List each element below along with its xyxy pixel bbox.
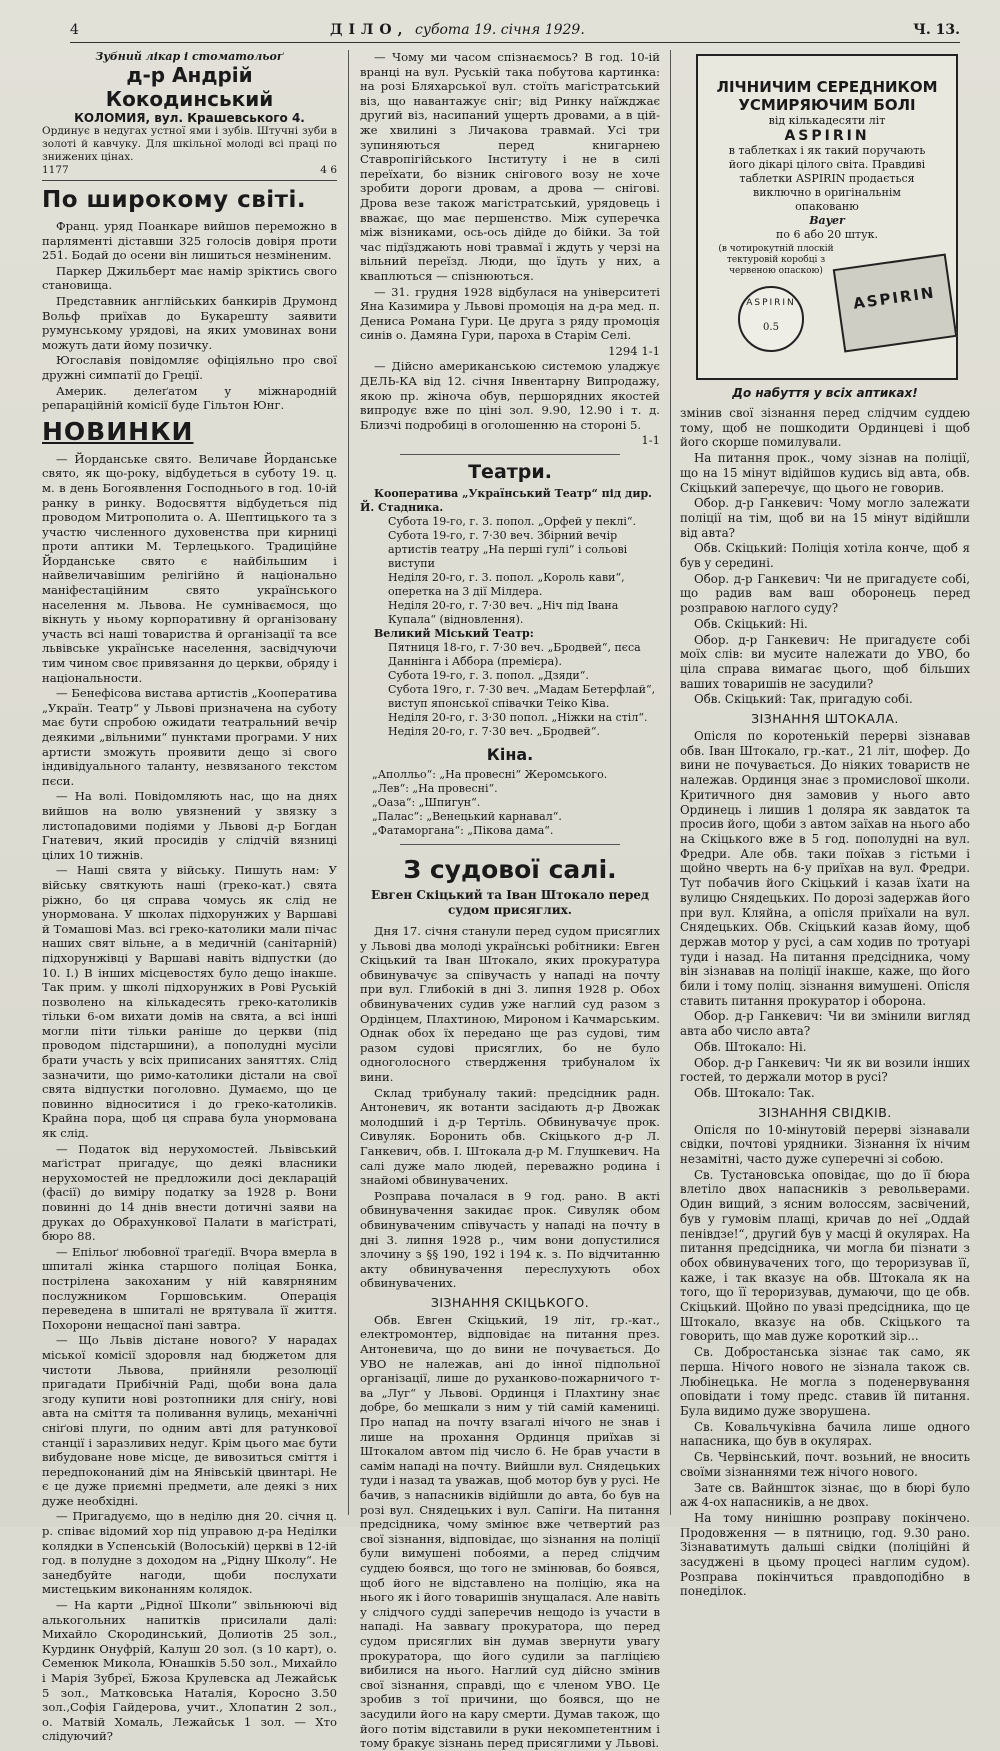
world-paragraph: Югославія повідомляє офіціяльно про свої дружні симпатії до Греції. xyxy=(42,353,337,382)
ad-dentist-body: Ординує в недугах устної ями і зубів. Штучні зуби в золоті й кавчуку. Для шкільної молоді всі праці по знижених цінах. xyxy=(42,125,337,163)
section-divider xyxy=(400,844,620,845)
theatre-line: Неділя 20-го, г. 7·30 веч. „Ніч під Івана Купала“ (відновлення). xyxy=(388,599,619,627)
theatre-line: Субота 19-го, г. 3. попол. „Дзяди“. xyxy=(388,669,589,683)
witnesses-testimony-heading: ЗІЗНАННЯ СВІДКІВ. xyxy=(758,1104,892,1120)
court-paragraph: Св. Добростанська зізнає так само, як перша. Нічого нового не зізнала також св. Любінецька. Не могла з поденервування оповідати і тому предс. ставив їй питання. Була видимо дуже зворушена. xyxy=(680,1345,970,1418)
aspirin-title-2: УСМИРЯЮЧИМ БОЛІ xyxy=(738,96,916,114)
theatre-line: Субота 19го, г. 7·30 веч. „Мадам Бетерфлай“, виступ японської співачки Теіко Ківа. xyxy=(388,683,656,711)
world-headline: По широкому світі. xyxy=(42,187,307,213)
aspirin-text-3: по 6 або 20 штук. xyxy=(776,228,878,241)
court-paragraph: Обв. Штокало: Ні. xyxy=(694,1039,807,1054)
news-paragraph: — Пригадуємо, що в неділю дня 20. січня ц. р. співає відомий хор під управою д-ра Неділки колядки в Успенській (Волоській) церкві в 12-ій год. в полудне з доходом на „Рідну Школу“. Не занедбуйте нагоди, щоби послухати мистецьким виконанням колядок. xyxy=(42,1509,337,1597)
theatre-line: Неділя 20-го, г. 7·30 веч. „Бродвей“. xyxy=(388,725,600,739)
news-paragraph: — Епільоґ любовної траґедії. Вчора вмерла в шпиталі жінка старшого поліцая Бонка, пострілена закоханим у ній кавярняним послужником Горшовським. Операція переведена в шпиталі не врятувала її життя. Похорони нещасної пані завтра. xyxy=(42,1244,337,1332)
court-paragraph: Обв. Скіцький: Ні. xyxy=(694,616,808,631)
ad-dentist-address: КОЛОМИЯ, вул. Крашевського 4. xyxy=(74,111,305,125)
ad-dentist-codes xyxy=(42,164,337,176)
theatres-headline: Театри. xyxy=(468,461,552,484)
column-left xyxy=(42,50,337,1744)
aspirin-title-1: ЛІЧНИЧИМ СЕРЕДНИКОМ xyxy=(716,78,938,96)
theatre-line: Субота 19-го, г. 7·30 веч. Збірний вечір артистів театру „На перші гулі“ і сольові виступи xyxy=(388,529,628,571)
ad-dentist-line1: Зубний лікар і стоматольоґ xyxy=(95,50,284,63)
column-right xyxy=(680,50,970,1599)
court-paragraph: змінив свої зізнання перед слідчим суддею тому, щоб не пошкодити Ординцеві і щоб його скорше помилували. xyxy=(680,406,970,450)
court-paragraph: Опісля по коротенькій перерві зізнавав обв. Іван Штокало, гр.-кат., 21 літ, шофер. До вини не почувається. До ніяких товариств не належав. Ординця знає з промислової школи. Критичного дня замовив у нього авто Ординець і лишив 1 доляра як завдаток та просив його, щоби з автом заїхав на нього або на Скіцького вже в 5 год. пополудні на вул. Фредри. Але обв. таки поїхав з гістьми і щойно чверть на 6-у приїхав на вул. Фредри. Тут побачив його Скіцький і казав їхати на вулицю Снядецьких. По дорозі задержав його при вул. Кляйна, а опісля приїхали на вул. Снядецьких. Обв. Скіцький казав йому, щоб держав мотор у русі, а сам ходив по тротуарі туди і назад. На питання предсідника, чому він зізнавав на поліції інакше, каже, що його били і тому поліц. зізнання вимушені. Опісля ставить питання прокуратор і оборона. xyxy=(680,729,970,1008)
aspirin-advertisement xyxy=(696,54,958,380)
court-paragraph: Обор. д-р Ганкевич: Чи не пригадуєте собі, що радив вам ваш оборонець перед розправою наглого суду? xyxy=(680,571,970,616)
aspirin-text-1: від кількадесяти літ xyxy=(768,114,886,127)
court-paragraph: Обор. д-р Ганкевич: Чи як ви возили інших гостей, то держали мотор в русі? xyxy=(680,1055,970,1085)
court-paragraph: Обор. д-р Ганкевич: Чому могло залежати поліції на тім, щоб ви на 15 мінут відійшли від авта? xyxy=(680,496,970,540)
court-subheadline: Евген Скіцький та Іван Штокало перед судом присяглих. xyxy=(370,888,650,918)
aspirin-footer: До набуття у всіх аптиках! xyxy=(732,386,918,400)
news-paragraph: — Йорданське свято. Величаве Йорданське свято, як що-року, відбудеться в суботу 19. ц. м. в день Богоявлення Господнього в год. 10-ій ранку в ринку. Водосвяття відбудеться під проводом Митрополита о. А. Шептицького та з участю численного духовенства при кирниці проти аптики М. Терлецького. Традиційне Йорданське свято є найбільшим і найвеличавішим релігійно й національно маніфестаційним свято українського населення м. Львова. Не сумніваємося, що вікнуть у ньому корпоративну й організовану участь всі наші товариства й організації та все львівське українське населення, засвідчуючи тим чином своє привязання до церкви, обряду і національности. xyxy=(42,451,337,685)
ad-dentist-name: д-р Андрій Кокодинський xyxy=(105,63,274,111)
column-middle xyxy=(360,50,660,1751)
court-paragraph: Обв. Скіцький: Поліція хотіла конче, щоб я був у середині. xyxy=(680,541,970,571)
cinema-line: „Фатаморгана“: „Пікова дама“. xyxy=(372,824,554,838)
aspirin-package-icon xyxy=(833,253,958,352)
theatres-listing xyxy=(360,487,660,739)
shtokalo-testimony-heading: ЗІЗНАННЯ ШТОКАЛА. xyxy=(751,711,899,727)
theatre-org: Великий Міський Театр: xyxy=(374,627,534,641)
court-paragraph: Дня 17. січня станули перед судом присяглих у Львові два молоді українські робітники: Евген Скіцький та Іван Штокало, яких прокуратура обвинувачує за співучасть у нападі на почту при вул. Глибокій в дні 3. липня 1928 р. Обох обвинувачених судив уже наглий суд разом з Ордінцем, Плахтиною, Мироном і Качмарським. Однак обох їх передано ще раз судові, тим разом судові присяглих, бо не було одноголосного ствердження трибуналом їх вини. xyxy=(360,924,660,1084)
ad-code: 1-1 xyxy=(641,433,660,448)
aspirin-text-4: (в чотирокутній плоскій тектуровій коробці з червеною опаскою) xyxy=(718,244,834,276)
skitsky-testimony-heading: ЗІЗНАННЯ СКІЦЬКОГО. xyxy=(430,1294,590,1310)
ad-code: 1294 1-1 xyxy=(608,343,660,358)
column-divider xyxy=(670,50,671,1515)
court-paragraph: Обв. Евген Скіцький, 19 літ, гр.-кат., електромонтер, відповідає на питання през. Антоневича, що до вини не почувається. До УВО не належав, ані до інної підпольної організації, лише до руханково-пожарничого т-ва „Луг“ у Львові. Ординця і Плахтину знає добре, бо мешкали з ним у тій самій камениці. Про напад на почту взагалі нічого не знав і лише на прохання Ординця приїхав зі Штокалом автом під число 6. Не брав участи в самім нападі на почту. Вийшли вул. Снядецьких туди і назад та уважав, щоб мотор був у русі. Не бачив, з напасників відійшли до авта, бо був на розі вул. Снядецьких і вул. Сапіги. На питання предсідника, чому змінює вже четвертий раз свої зізнання, відповідає, що зізнання на поліції були вимушені побоями, а перед слідчим суддею боявся, що того не змінював, бо боявся, щоб його не відставлено на поліцію, яка на нього як і його товаришів знущалася. Але навіть у слідчого судді заперечив нещодо із участи в нападі. На заввагу прокуратора, що перед судом присяглих він думав звернути увагу прокуратора, що його судили за пагліцією вибилися на нього. Наглий суд дійсно змінив свої зізнання, справді, що є членом УВО. Це зробив з тої причини, що боявся, що не засудили його на кару смерти. Думав також, що його потім відставили в руки некомпетентним і тому бракує зізнань перед присяглими у Львові. xyxy=(360,1312,660,1751)
section-divider xyxy=(400,454,620,455)
aspirin-brand: ASPIRIN xyxy=(784,128,870,144)
tablet-dose: 0.5 xyxy=(763,322,779,333)
dentist-advertisement xyxy=(42,50,337,181)
theatre-line: Неділя 20-го, г. 3·30 попол. „Ніжки на стіл“. xyxy=(388,711,648,725)
court-paragraph: На питання прок., чому зізнав на поліції, що на 15 мінут відійшов кудись від авта, обв. Скіцький заперечує, що цього не говорив. xyxy=(680,451,970,495)
ad-dentist-pos: 4 6 xyxy=(320,164,337,176)
theatre-line: Пятниця 18-го, г. 7·30 веч. „Бродвей“, пєса Даннінга і Аббора (премієра). xyxy=(388,641,641,669)
page-header xyxy=(70,22,960,43)
issue-date: субота 19. січня 1929. xyxy=(415,22,585,38)
news-paragraph: — Податок від нерухомостей. Львівський маґістрат пригадує, що деякі власники нерухомостей не предложили досі декларацій (фасії) до виміру податку за 1928 р. Вони повинні до 14 днів внести дотичні заяви на друках до Обрахункової Палати в маґістраті, бюро 88. xyxy=(42,1141,337,1244)
news-paragraph: — Чому ми часом спізнаємось? В год. 10-ій вранці на вул. Руській така побутова картинка: на розі Бляхарської вул. стоїть магістратський віз, що навантажує сніг; від Ринку наїжджає другий віз, насипаний ущерть дровами, а в цій-же хвилині з Личакова травмай. Усі три зупиняються перед книгарнею Ставропігійського Інституту і не в силі переїхати, бо візник снігового возу не хоче зробити дороги дровам, а дрова — снігові. Дрова везе також магістратський, урядовець і вважає, що має першенство. Між суперечка між візниками, ось-ось дійде до бійки. За той час підїзджають нові травмаї і ждуть у черзі на вільний переїзд. Люди, що їдуть у них, а кваплються — спізнюються. xyxy=(360,50,660,283)
theatre-line: Неділя 20-го, г. 3. попол. „Король кави“, оперетка на 3 дії Мілдера. xyxy=(388,571,625,599)
court-paragraph: Опісля по 10-мінутовій перерві зізнавали свідки, почтові урядники. Зізнання їх нічим незамітні, часто дуже суперечні зі собою. xyxy=(680,1122,970,1167)
news-paragraph: — Наші свята у війську. Пишуть нам: У війську святкують наші (греко-кат.) свята ріжно, бо ця справа чомусь як слід не унормована. У школах підхорунжих у Варшаві й Томашові Маз. всі греко-католики мали пічас наших свят вільне, а в медичній (санітарній) підхорунжівці у Варшаві навіть відпустки (до 10. І.) В інших місцевостях було дещо інакше. Так прим. у школі підхорунжих в Рові Руській позволено на кількадесять греко-католиків тільки 6-ом вихати домів на свята, а всі інші могли піти тільки раніше до церкви (під проводом підстаршини), а пополудні мусіли брати участь у всіх приписаних заняттях. Слід зазначити, що римо-католики дістали на свої свята відпустки поголовно. Думаємо, що це повинно відноситися і до греко-католиків. Крайна пора, щоб ця справа була унормована як слід. xyxy=(42,863,337,1141)
news-paragraph: — Що Львів дістане нового? У нарадах міської комісії здоровля над бюджетом для чистоти Львова, прийняли резолюції пригадати Прибічній Раді, щоби вона дала згоду купити нові розтопники для сніґу, нові авта на сміття та поливання вулиць, механічні сніґові плуги, по одним авті для ратункової станції і заразливих недуг. Крім цього має бути вибудоване нове місце, де вивозиться сміття і передпоконаний дім на Янівській цвинтарі. Не є це дуже приємні предмети, але деякі з них дуже необхідні. xyxy=(42,1333,337,1508)
aspirin-bayer: Bayer xyxy=(809,214,845,227)
world-paragraph: Паркер Джильберт має намір зріктись свого становища. xyxy=(42,263,337,293)
news-paragraph: — На волі. Повідомляють нас, що на днях вийшов на волю увязнений у звязку з листопадовими подіями у Львові д-р Богдан Гнатевич, який просидів у слідчій вязниці цілих 10 тижнів. xyxy=(42,789,337,862)
news-headline: НОВИНКИ xyxy=(42,416,194,446)
news-paragraph: — Бенефісова вистава артистів „Кооператива „Україн. Театр“ у Львові призначена на суботу має бути спробою ожидати театральний вечір деякими „вільними“ пунктами програми. У них артисти зможуть проявити дещо зі свого індивідуального таланту, незвязаного текстом пєси. xyxy=(42,686,337,788)
issue-number: Ч. 13. xyxy=(913,22,960,38)
court-paragraph: Св. Червінський, почт. возьний, не вносить своїми зізнаннями теж нічого нового. xyxy=(680,1450,970,1479)
cinema-listing xyxy=(360,768,660,838)
news-paragraph: — 31. грудня 1928 відбулася на університеті Яна Казимира у Львові промоція на д-ра мед. п. Дениса Романа Гури. Це друга з ряду промоція синів о. Дамяна Гури, пароха в Старім Селі. xyxy=(360,284,660,343)
cinema-headline: Кіна. xyxy=(486,745,534,765)
aspirin-tablet-icon xyxy=(738,286,804,352)
court-paragraph: Св. Тустановська оповідає, що до її бюра влетіло двох напасників з револьверами. Один вищий, з ясним волоссям, засвічений, був у гумовім плащі, кричав до неї „Оддай пенівдзе!“, другий був у масці й окулярах. На питання предсідника, чи могла би пізнати з обох обвинувачених того, що тероризував її, каже, і так вказує на обв. Штокала як на того, що її тероризував, думаючи, що це обв. Скіцький. Щойно по увазі предсідника, що це Штокало, вказує на обв. Скіцького та говорить, що мав дуже короткий зір... xyxy=(680,1167,970,1344)
aspirin-package-label: ASPIRIN xyxy=(852,283,937,313)
court-paragraph: Обв. Скіцький: Так, пригадую собі. xyxy=(694,692,913,707)
court-paragraph: На тому нинішню розправу покінчено. Продовження — в пятницю, год. 9.30 рано. Зізнаватимуть дальші свідки (поліційні й засуджені в цьому процесі наглим судом). Розправа покінчиться правдоподібно в понеділок. xyxy=(680,1510,970,1599)
world-paragraph: Франц. уряд Поанкаре вийшов переможно в парляменті діставши 325 голосів довіря проти 251. Бодай до осени він лишиться незміненим. xyxy=(42,219,337,263)
cinema-line: „Оаза“: „Шпигун“. xyxy=(372,796,481,810)
ad-dentist-code: 1177 xyxy=(42,164,69,176)
court-paragraph: Обор. д-р Ганкевич: Чи ви змінили вигляд авта або число авта? xyxy=(680,1009,970,1039)
court-paragraph: Обв. Штокало: Так. xyxy=(694,1085,815,1100)
court-paragraph: Св. Ковальчуківна бачила лише одного напасника, що був в окулярах. xyxy=(680,1419,970,1449)
cinema-line: „Лев“: „На провесні“. xyxy=(372,782,498,796)
world-paragraph: Представник англійських банкирів Друмонд Вольф приїхав до Букарешту заявити румунському урядові, на яких умовинах вони можуть дати йому позичку. xyxy=(42,293,337,352)
newspaper-title: ДІЛО, xyxy=(330,22,409,38)
court-paragraph: Розправа почалася в 9 год. рано. В акті обвинувачення закидає прок. Сивуляк обом обвинуваченим співучасть у нападі на почту в дні 3. липня 1928 р., чим вони допустилися злочину з §§ 190, 192 і 194 к. з. По відчитанню акту обвинувачення переслухують обох обвинувачених. xyxy=(360,1188,660,1291)
court-paragraph: Зате св. Вайншток зізнає, що в бюрі було аж 4-ох напасників, а не двох. xyxy=(680,1480,970,1510)
column-divider xyxy=(348,50,349,1515)
theatre-line: Субота 19-го, г. 3. попол. „Орфей у пеклі“. xyxy=(388,515,637,529)
world-paragraph: Америк. делеґатом у міжнародній репараційній комісії буде Гільтон Юнг. xyxy=(42,383,337,413)
court-paragraph: Склад трибуналу такий: предсідник радн. Антоневич, як вотанти засідають д-р Двожак молодший і д-р Тертіль. Обвинувачує прок. Сивуляк. Боронить обв. Скіцького д-р Л. Ганкевич, обв. І. Штокала д-р М. Глушкевич. На салі дуже мало людей, переважно родина і знайомі обвинувачених. xyxy=(360,1085,660,1188)
aspirin-text-2: в таблетках і як такий поручають його дікарі цілого світа. Правдиві таблетки ASPIRIN продається виключно в оригінальнім опакованю xyxy=(728,144,926,213)
court-paragraph: Обор. д-р Ганкевич: Не пригадуєте собі моїх слів: ви мусите належати до УВО, бо ціла справа вимагає цього, щоб більших ваших товаришів не засудили? xyxy=(680,632,970,691)
cinema-line: „Аполльо“: „На провесні“ Жеромського. xyxy=(372,768,608,782)
court-headline: З судової салі. xyxy=(403,855,617,885)
news-paragraph: — Дійсно американською системою уладжує ДЕЛЬ-КА від 12. січня Інвентарну Випродажу, якою пр. жіноча обув, першорядних якостей випродує вже по ціні зол. 9.90, 12.90 і т. д. Близчі подробиці в оголошенню на стороні 5. xyxy=(360,359,660,432)
cinema-line: „Палас“: „Венецький карнавал“. xyxy=(372,810,562,824)
tablet-label: ASPIRIN xyxy=(746,298,796,308)
news-paragraph: — На карти „Рідної Школи“ звільнюючі від алькогольних напитків присилали далі: Михайло Скородинський, Долиотів 25 зол., Курдинк Онуфрій, Калуш 20 зол. (з 10 карт), о. Семенюк Микола, Юнашків 5.50 зол., Михайло і Марія Зубрєї, Бжоза Крулевска ад Лежайськ 5 зол., Матковська Наталія, Коросно 3.50 зол.,Софія Гайдерова, учит., Хлопатин 2 зол., о. Матвій Хомаль, Лежайськ 1 зол. — Хто слідуючий? xyxy=(42,1598,337,1744)
page-number: 4 xyxy=(70,22,79,38)
theatre-org: Кооператива „Український Театр“ під дир. Й. Стадника. xyxy=(360,487,653,515)
